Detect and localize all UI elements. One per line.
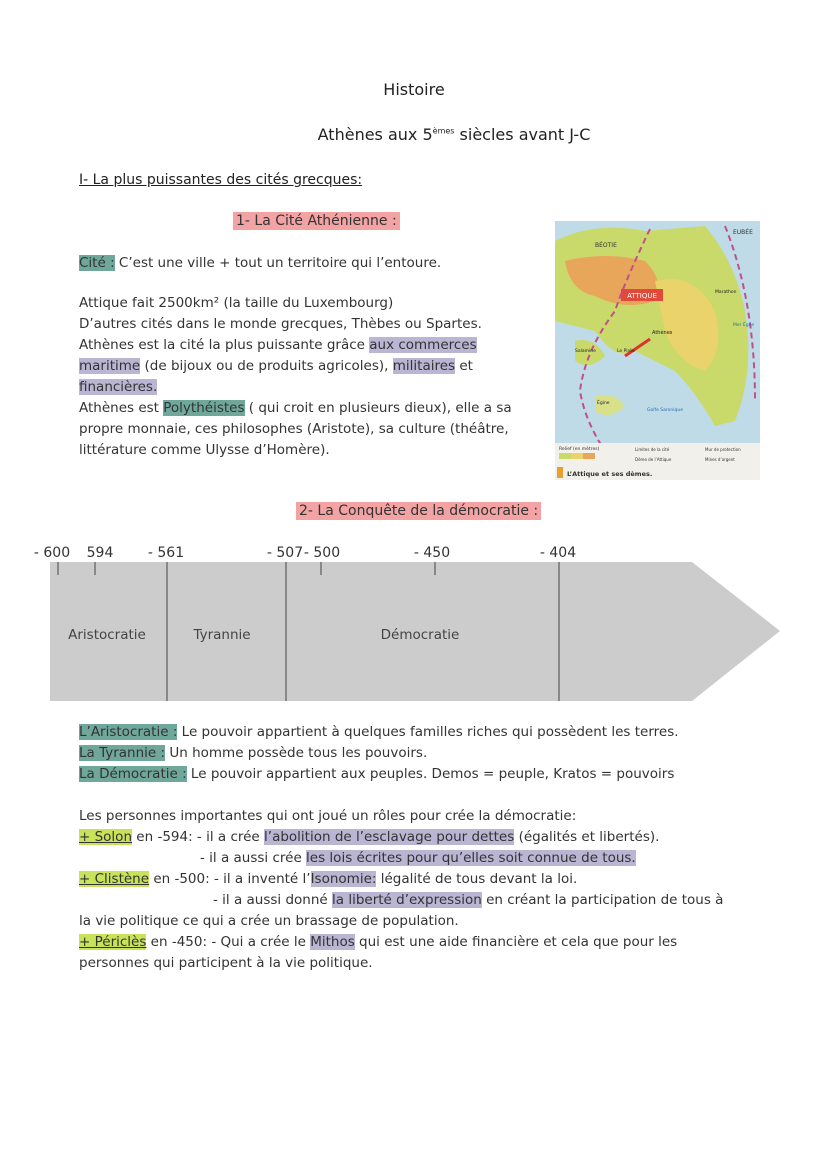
text-line (200, 848, 636, 868)
highlighted-term: les lois écrites pour qu’elles soit connue de tous. (306, 850, 636, 866)
text-line (79, 806, 576, 826)
highlighted-term: + Solon (79, 829, 132, 845)
subtitle-sup: èmes (432, 126, 455, 136)
text-line (79, 314, 482, 334)
text-segment: et (455, 358, 473, 374)
text-segment: la vie politique ce qui a crée un brassage de population. (79, 913, 459, 929)
document-subtitle (0, 125, 828, 144)
definition-cite (79, 253, 441, 273)
subsection-heading-2 (296, 501, 541, 521)
text-segment: Athènes est la cité la plus puissante grâce (79, 337, 370, 353)
text-segment: D’autres cités dans le monde grecques, Thèbes ou Spartes. (79, 316, 482, 332)
highlighted-term: l’abolition de l’esclavage pour dettes (264, 829, 515, 845)
map-label-beotie: BÉOTIE (595, 242, 617, 249)
highlighted-term: maritime (79, 358, 141, 374)
text-line (79, 953, 373, 973)
timeline-date-label: - 561 (147, 545, 185, 561)
text-segment: personnes qui participent à la vie politique. (79, 955, 373, 971)
text-segment: ( qui croit en plusieurs dieux), elle a sa (244, 400, 512, 416)
text-line (79, 293, 393, 313)
text-line (79, 335, 477, 355)
text-segment: Les personnes importantes qui ont joué un rôles pour crée la démocratie: (79, 808, 577, 824)
highlighted-term: financières. (79, 379, 158, 395)
text-segment: Attique fait 2500km² (la taille du Luxembourg) (79, 295, 394, 311)
subtitle-text-end: siècles avant J-C (454, 125, 591, 144)
highlighted-term: Polythéistes (163, 400, 245, 416)
map-label-salamine: Salamine (575, 349, 596, 354)
map-label-egine: Égine (597, 401, 610, 406)
map-caption: L’Attique et ses dèmes. (567, 470, 653, 478)
text-segment: Un homme possède tous les pouvoirs. (165, 745, 428, 761)
subsection-2-label: 2- La Conquête de la démocratie : (296, 502, 541, 520)
timeline-date-label: - 600 (33, 545, 71, 561)
text-segment: en -500: - il a inventé l’ (149, 871, 311, 887)
text-segment: - il a aussi donné (213, 892, 332, 908)
text-line (79, 440, 330, 460)
text-line (79, 398, 512, 418)
definition-democratie (79, 764, 674, 784)
highlighted-term: Isonomie: (310, 871, 377, 887)
text-segment: en créant la participation de tous à (481, 892, 724, 908)
map-legend-relief: Relief (en mètres) (559, 447, 600, 452)
text-segment: Le pouvoir appartient aux peuples. Demos = peuple, Kratos = pouvoirs (186, 766, 675, 782)
highlighted-term: La Démocratie : (79, 766, 187, 782)
timeline-period-label: Démocratie (380, 627, 460, 643)
text-segment: Athènes est (79, 400, 164, 416)
map-legend-wall: Mur de protection (705, 447, 741, 452)
highlighted-term: la liberté d’expression (332, 892, 482, 908)
timeline-period-label: Aristocratie (68, 627, 146, 643)
person-clistene (79, 869, 577, 889)
document-title: Histoire (383, 80, 445, 99)
text-segment: - il a aussi crée (200, 850, 307, 866)
text-segment: légalité de tous devant la loi. (376, 871, 578, 887)
map-label-piree: Le Pirée (617, 349, 635, 354)
text-segment: en -450: - Qui a crée le (146, 934, 311, 950)
text-line (79, 377, 157, 397)
text-segment: C’est une ville + tout un territoire qui l’entoure. (114, 255, 442, 271)
map-label-eubee: EUBÉE (733, 229, 753, 236)
text-segment: (de bijoux ou de produits agricoles), (140, 358, 393, 374)
map-legend-deme: Dème de l’Attique (635, 457, 672, 462)
timeline-date-label: - 404 (539, 545, 577, 561)
map-legend-mines: Mines d’argent (705, 457, 735, 462)
text-line (79, 911, 459, 931)
text-line (79, 419, 509, 439)
subsection-1-label: 1- La Cité Athénienne : (233, 212, 400, 230)
text-segment: qui est une aide financière et cela que pour les (354, 934, 678, 950)
highlighted-term: Mithos (310, 934, 355, 950)
highlighted-term: aux commerces (369, 337, 477, 353)
definition-aristocratie (79, 722, 679, 742)
highlighted-term: militaires (392, 358, 456, 374)
text-segment: en -594: - il a crée (132, 829, 265, 845)
person-pericles (79, 932, 677, 952)
subtitle-text: Athènes aux 5 (317, 125, 433, 144)
attica-map (555, 221, 760, 480)
map-label-golfe: Golfe Saronique (647, 408, 683, 413)
highlighted-term: La Tyrannie : (79, 745, 166, 761)
timeline-date-label: - 507 (266, 545, 304, 561)
map-legend-limits: Limites de la cité (635, 447, 670, 452)
highlighted-term: + Clistène (79, 871, 150, 887)
highlighted-term: L’Aristocratie : (79, 724, 178, 740)
map-label-attique: ATTIQUE (627, 292, 657, 300)
timeline-date-label: - 450 (413, 545, 451, 561)
timeline (0, 535, 828, 705)
text-segment: (égalités et libertés). (514, 829, 660, 845)
highlighted-term: Cité : (79, 255, 115, 271)
map-label-marathon: Marathon (715, 290, 737, 295)
person-solon (79, 827, 659, 847)
map-label-athenes: Athènes (652, 330, 673, 336)
text-segment: Le pouvoir appartient à quelques familles riches qui possèdent les terres. (177, 724, 679, 740)
section-heading: I- La plus puissantes des cités grecques: (79, 172, 363, 188)
definition-tyrannie (79, 743, 427, 763)
timeline-date-label: - 500 (303, 545, 341, 561)
timeline-period-label: Tyrannie (193, 627, 251, 643)
subsection-heading-1 (233, 211, 400, 231)
map-label-mer-egee: Mer Égée (733, 323, 755, 328)
text-segment: propre monnaie, ces philosophes (Aristote), sa culture (théâtre, (79, 421, 509, 437)
text-line (79, 356, 473, 376)
text-line (213, 890, 723, 910)
timeline-date-label: 594 (86, 545, 114, 561)
highlighted-term: + Périclès (79, 934, 147, 950)
text-segment: littérature comme Ulysse d’Homère). (79, 442, 330, 458)
